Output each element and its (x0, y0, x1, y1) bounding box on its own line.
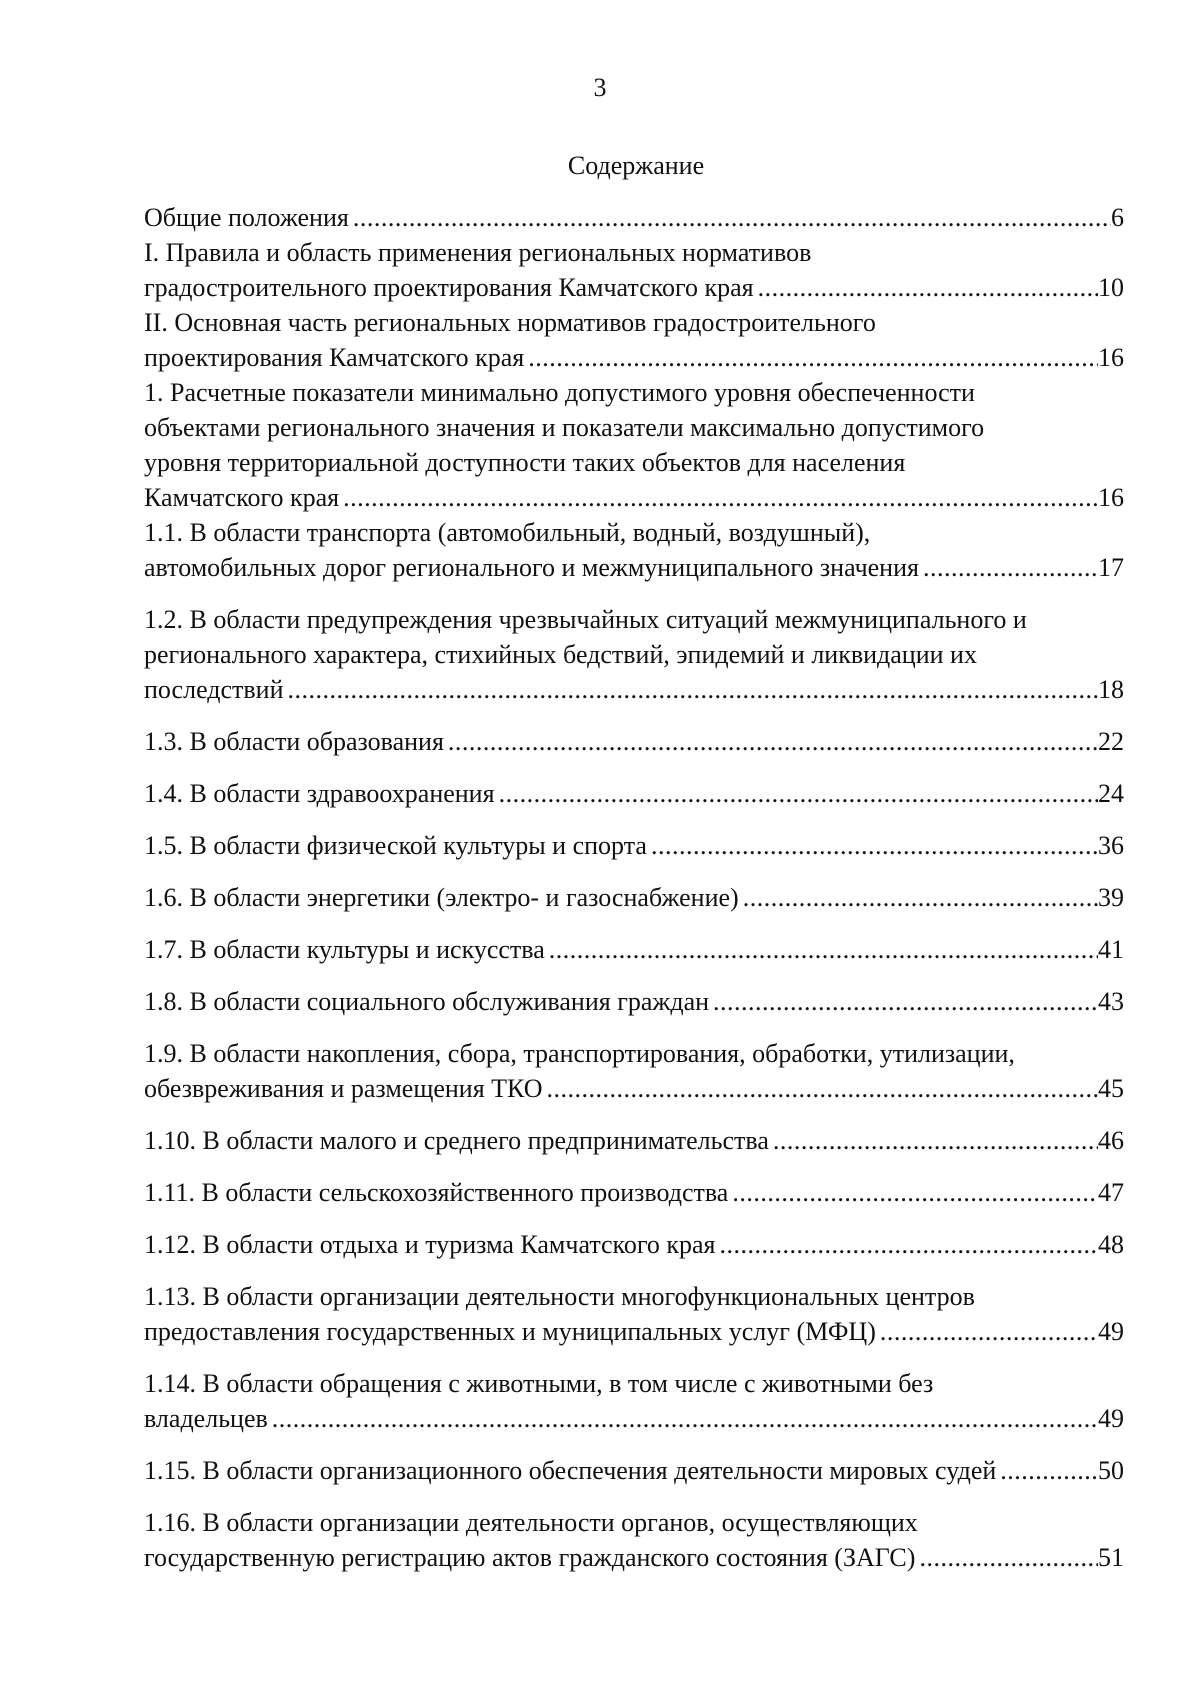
toc-entry-label: владельцев (144, 1404, 268, 1433)
toc-page-number: 49 (1098, 1404, 1124, 1433)
toc-entry[interactable] (144, 602, 1124, 707)
toc-entry-label: 1.10. В области малого и среднего предпринимательства (144, 1126, 769, 1155)
toc-entry-line: объектами регионального значения и показатели максимально допустимого (144, 413, 985, 442)
toc-entry[interactable] (144, 1366, 1124, 1436)
toc-entry[interactable] (144, 724, 1124, 759)
toc-entry[interactable] (144, 375, 1124, 515)
toc-dot-leader (716, 1227, 1098, 1262)
toc-entry-label: Камчатского края (144, 483, 340, 512)
toc-entry[interactable] (144, 932, 1124, 967)
toc-entry[interactable] (144, 1123, 1124, 1158)
page-number: 3 (593, 73, 607, 102)
toc-dot-leader (996, 1453, 1098, 1488)
toc-entry-label: 1.5. В области физической культуры и спорта (144, 831, 647, 860)
toc-entry-final-line (144, 480, 1124, 515)
toc-entry-label: 1.6. В области энергетики (электро- и газоснабжение) (144, 883, 739, 912)
toc-entry-final-line (144, 550, 1124, 585)
toc-entry-line: 1.2. В области предупреждения чрезвычайных ситуаций межмуниципального и (144, 605, 1027, 634)
toc-dot-leader (754, 270, 1098, 305)
toc-dot-leader (495, 776, 1098, 811)
toc-entry-label: 1.15. В области организационного обеспечения деятельности мировых судей (144, 1456, 997, 1485)
toc-page-number: 16 (1098, 343, 1124, 372)
toc-entry[interactable] (144, 305, 1124, 375)
toc-entry[interactable] (144, 776, 1124, 811)
toc-page-number: 47 (1098, 1178, 1124, 1207)
toc-entry[interactable] (144, 1505, 1124, 1575)
toc-entry-final-line (144, 932, 1124, 967)
toc-entry-final-line (144, 270, 1124, 305)
toc-entry-line: 1.9. В области накопления, сбора, транспортирования, обработки, утилизации, (144, 1039, 1015, 1068)
toc-entry-label: 1.7. В области культуры и искусства (144, 935, 545, 964)
toc-entry-label: проектирования Камчатского края (144, 343, 525, 372)
toc-entry-final-line (144, 1540, 1124, 1575)
toc-entry-label: автомобильных дорог регионального и межмуниципального значения (144, 553, 919, 582)
toc-entry-final-line (144, 984, 1124, 1019)
toc-page-number: 24 (1098, 779, 1124, 808)
toc-dot-leader (647, 828, 1098, 863)
toc-dot-leader (339, 480, 1098, 515)
toc-entry-final-line (144, 672, 1124, 707)
toc-entry-final-line (144, 1123, 1124, 1158)
toc-page-number: 51 (1098, 1543, 1124, 1572)
toc-entry-line: 1.14. В области обращения с животными, в том числе с животными без (144, 1369, 934, 1398)
toc-page-number: 45 (1098, 1074, 1124, 1103)
toc-entry[interactable] (144, 984, 1124, 1019)
toc-entry-line: уровня территориальной доступности таких объектов для населения (144, 448, 906, 477)
toc-dot-leader (284, 672, 1098, 707)
toc-dot-leader (919, 550, 1098, 585)
toc-page-number: 17 (1098, 553, 1124, 582)
toc-entry-final-line (144, 1071, 1124, 1106)
toc-dot-leader (349, 200, 1111, 235)
toc-entry[interactable] (144, 235, 1124, 305)
toc-dot-leader (876, 1314, 1098, 1349)
toc-dot-leader (769, 1123, 1098, 1158)
toc-page-number: 41 (1098, 935, 1124, 964)
toc-entry-final-line (144, 1314, 1124, 1349)
toc-entry-final-line (144, 1175, 1124, 1210)
toc-entry-line: 1.13. В области организации деятельности многофункциональных центров (144, 1282, 975, 1311)
toc-entry-label: 1.3. В области образования (144, 727, 444, 756)
toc-page-number: 48 (1098, 1230, 1124, 1259)
toc-entry-final-line (144, 880, 1124, 915)
toc-dot-leader (728, 1175, 1098, 1210)
toc-page-number: 16 (1098, 483, 1124, 512)
toc-entry-final-line (144, 776, 1124, 811)
toc-entry-label: 1.11. В области сельскохозяйственного производства (144, 1178, 729, 1207)
toc-entry[interactable] (144, 1036, 1124, 1106)
toc-entry[interactable] (144, 1279, 1124, 1349)
toc-entry-final-line (144, 200, 1124, 235)
toc-entry[interactable] (144, 200, 1124, 235)
toc-entry-label: Общие положения (144, 203, 349, 232)
toc-page-number: 46 (1098, 1126, 1124, 1155)
toc-dot-leader (915, 1540, 1098, 1575)
toc-entry-final-line (144, 1453, 1124, 1488)
toc-dot-leader (268, 1401, 1098, 1436)
toc-page-number: 22 (1098, 727, 1124, 756)
toc-entry-final-line (144, 1401, 1124, 1436)
toc-dot-leader (709, 984, 1098, 1019)
toc-entry-label: предоставления государственных и муниципальных услуг (МФЦ) (144, 1317, 876, 1346)
toc-dot-leader (444, 724, 1098, 759)
toc-entry[interactable] (144, 515, 1124, 585)
table-of-contents (144, 200, 1124, 1575)
toc-entry[interactable] (144, 828, 1124, 863)
toc-entry[interactable] (144, 1175, 1124, 1210)
toc-page-number: 50 (1098, 1456, 1124, 1485)
toc-entry-label: государственную регистрацию актов гражданского состояния (ЗАГС) (144, 1543, 916, 1572)
toc-entry-line: 1.1. В области транспорта (автомобильный, водный, воздушный), (144, 518, 871, 547)
toc-entry[interactable] (144, 1227, 1124, 1262)
toc-entry-line: I. Правила и область применения региональных нормативов (144, 238, 812, 267)
toc-page-number: 49 (1098, 1317, 1124, 1346)
toc-dot-leader (543, 1071, 1098, 1106)
toc-entry-label: 1.4. В области здравоохранения (144, 779, 495, 808)
page-title: Содержание (567, 151, 705, 180)
toc-page-number: 6 (1111, 203, 1124, 232)
toc-entry-final-line (144, 340, 1124, 375)
toc-entry-final-line (144, 828, 1124, 863)
toc-entry-line: II. Основная часть региональных нормативов градостроительного (144, 308, 876, 337)
toc-page-number: 39 (1098, 883, 1124, 912)
toc-page-number: 18 (1098, 675, 1124, 704)
toc-entry-final-line (144, 1227, 1124, 1262)
toc-entry-label: последствий (144, 675, 284, 704)
toc-entry-label: 1.8. В области социального обслуживания граждан (144, 987, 710, 1016)
toc-page-number: 43 (1098, 987, 1124, 1016)
toc-dot-leader (545, 932, 1098, 967)
toc-page-number: 36 (1098, 831, 1124, 860)
toc-dot-leader (739, 880, 1098, 915)
toc-entry[interactable] (144, 880, 1124, 915)
toc-entry-label: градостроительного проектирования Камчатского края (144, 273, 754, 302)
toc-dot-leader (524, 340, 1098, 375)
toc-entry-line: 1. Расчетные показатели минимально допустимого уровня обеспеченности (144, 378, 975, 407)
toc-entry[interactable] (144, 1453, 1124, 1488)
toc-entry-label: обезвреживания и размещения ТКО (144, 1074, 543, 1103)
toc-entry-label: 1.12. В области отдыха и туризма Камчатского края (144, 1230, 716, 1259)
toc-entry-line: 1.16. В области организации деятельности органов, осуществляющих (144, 1508, 918, 1537)
toc-page-number: 10 (1098, 273, 1124, 302)
toc-entry-line: регионального характера, стихийных бедствий, эпидемий и ликвидации их (144, 640, 977, 669)
toc-entry-final-line (144, 724, 1124, 759)
